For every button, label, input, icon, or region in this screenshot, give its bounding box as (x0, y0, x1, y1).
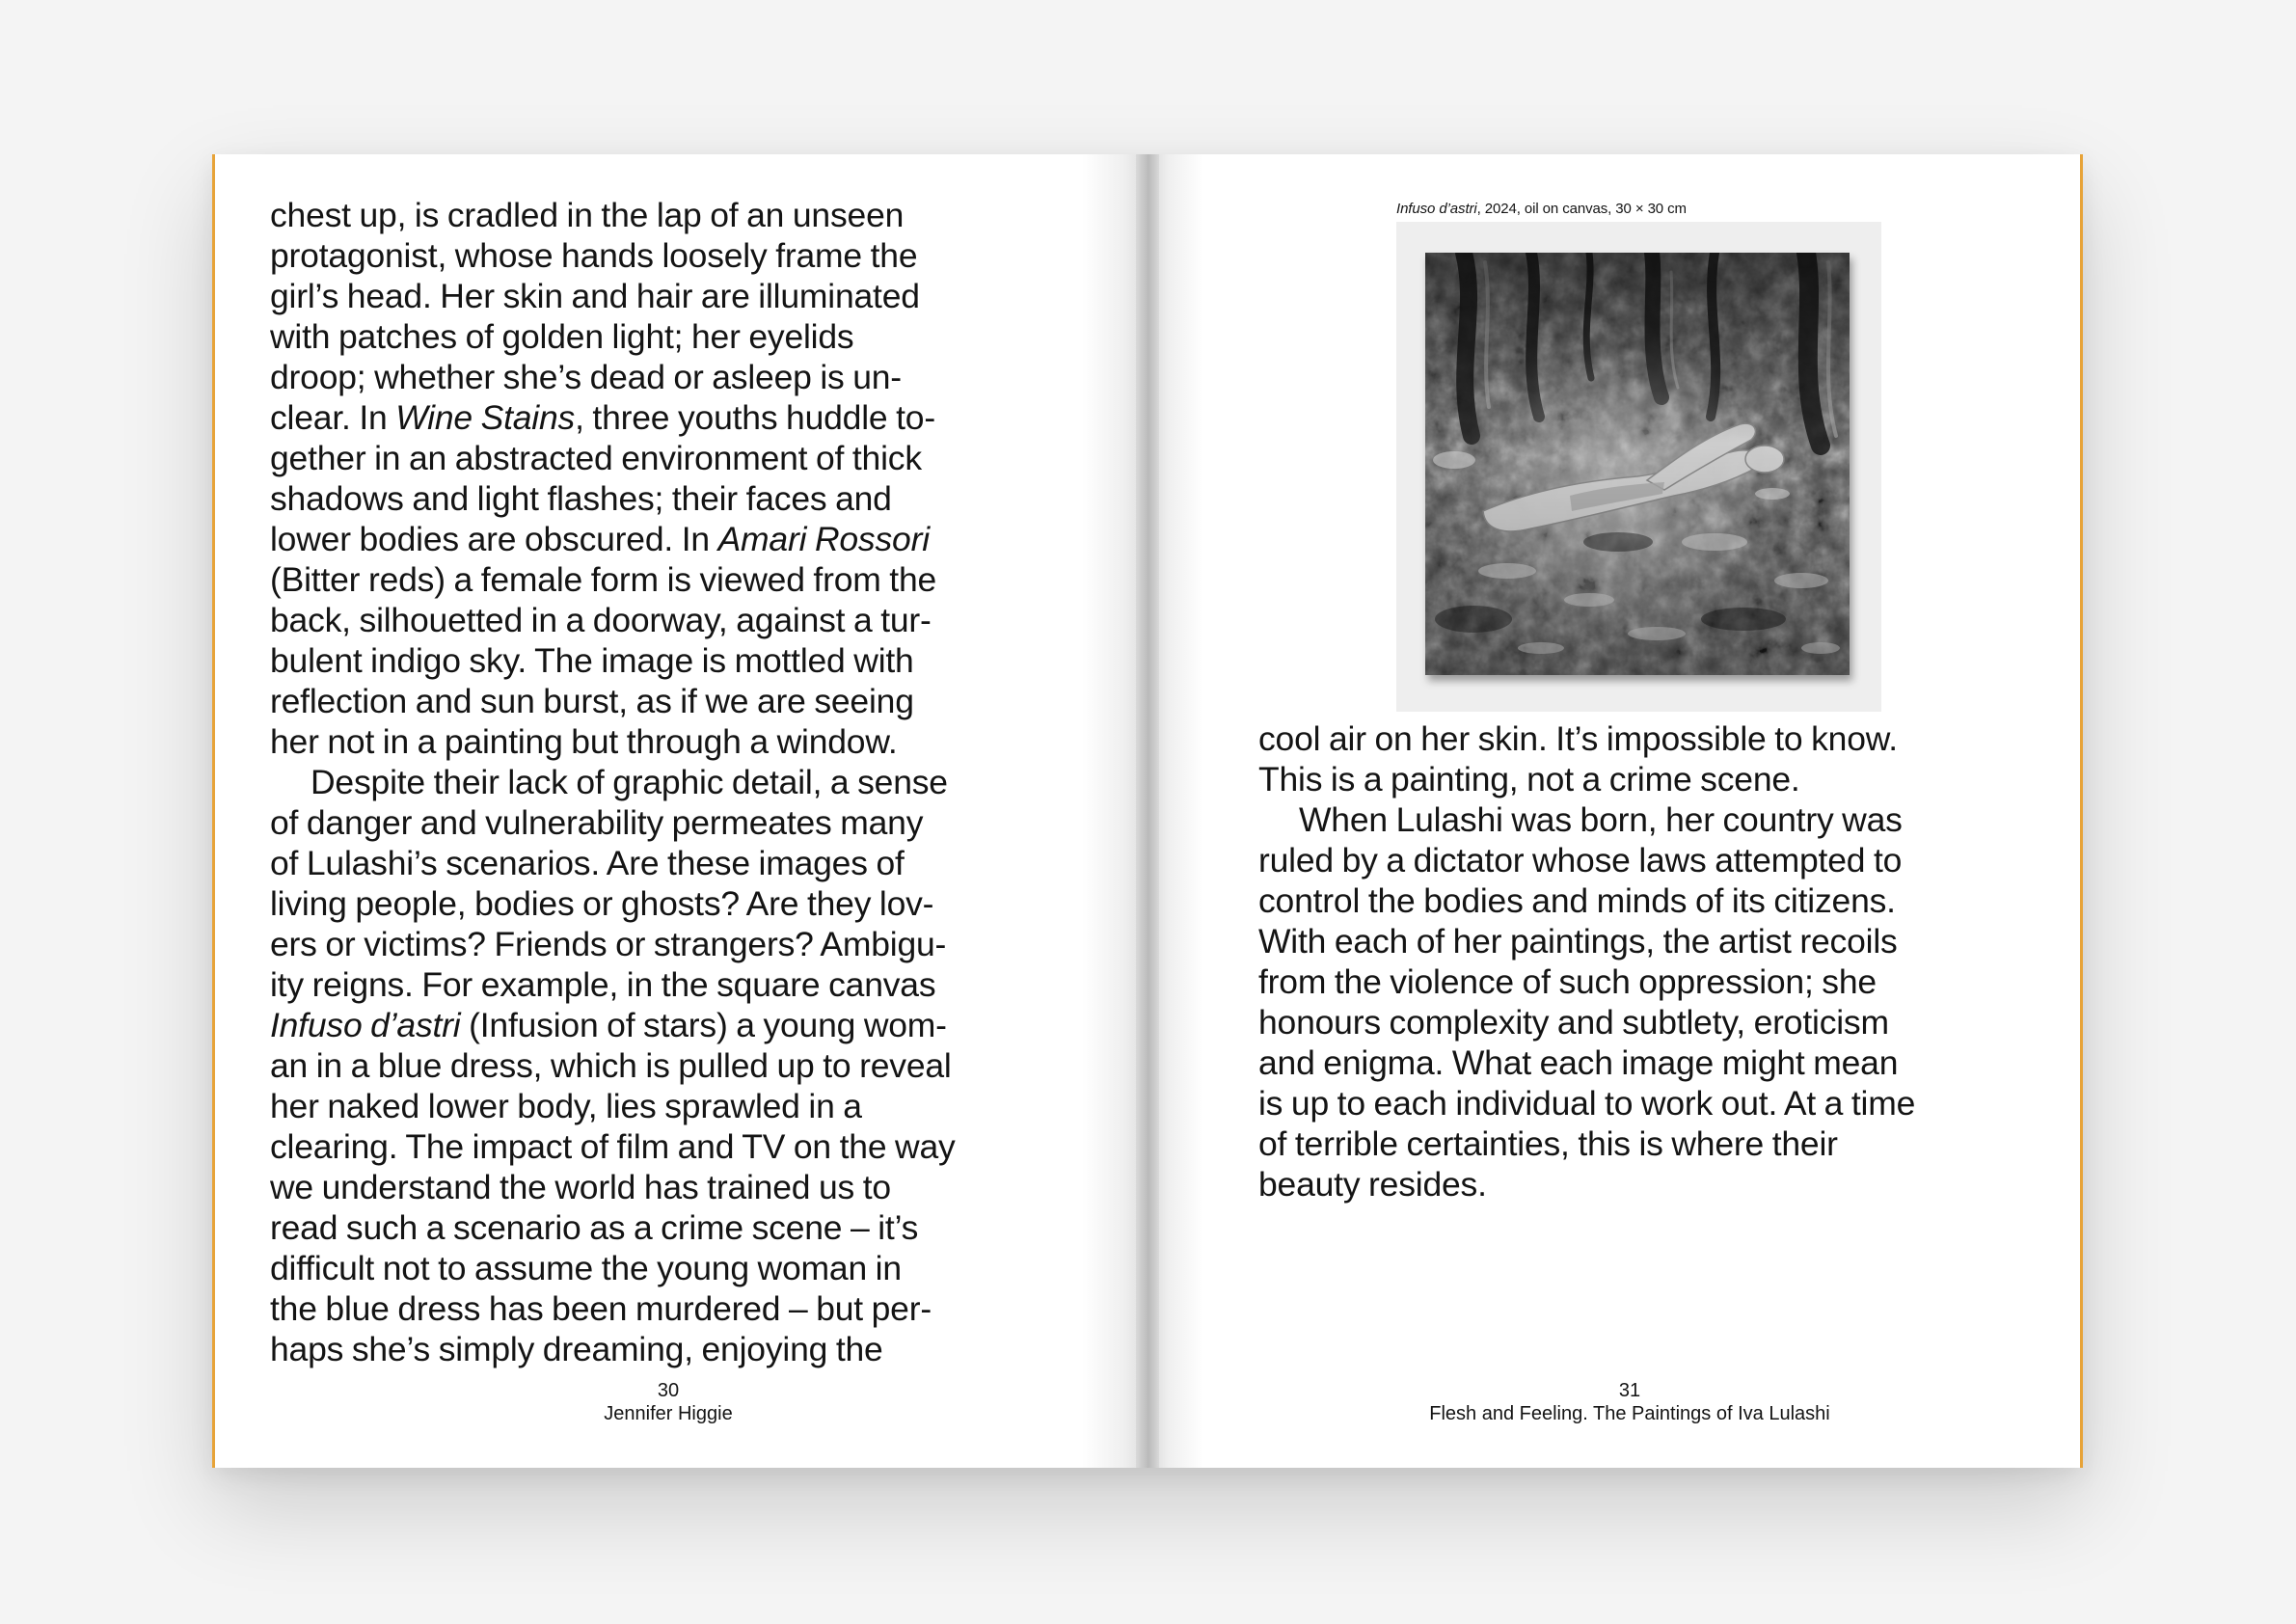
text-line (270, 235, 956, 276)
text-run: is up to each individual to work out. At a time (1258, 1084, 1916, 1123)
text-line (270, 1207, 956, 1248)
text-line (270, 438, 956, 478)
artwork-title-text: Infuso d’astri (270, 1006, 461, 1044)
artwork-caption-title: Infuso d’astri (1396, 201, 1477, 217)
text-line (270, 1005, 956, 1045)
text-run: her not in a painting but through a window. (270, 722, 898, 761)
artwork-plate (1396, 222, 1881, 712)
text-line (270, 316, 956, 357)
text-line (270, 1126, 956, 1167)
artwork-title-text: Amari Rossori (717, 520, 930, 558)
text-run: ity reigns. For example, in the square canvas (270, 965, 936, 1004)
left-page-body-text (270, 195, 956, 1369)
right-running-footer: Flesh and Feeling. The Paintings of Iva Lulashi (1429, 1403, 1830, 1424)
text-line (270, 1045, 956, 1086)
text-line (270, 640, 956, 681)
text-run: This is a painting, not a crime scene. (1258, 760, 1800, 798)
text-line (270, 1329, 956, 1369)
text-line (1258, 1083, 1915, 1123)
text-line (1258, 880, 1915, 921)
text-line (270, 883, 956, 924)
text-run: an in a blue dress, which is pulled up to reveal (270, 1046, 952, 1085)
text-run: back, silhouetted in a doorway, against a tur- (270, 601, 932, 639)
text-run: When Lulashi was born, her country was (1299, 800, 1903, 839)
text-line (270, 195, 956, 235)
text-run: chest up, is cradled in the lap of an unseen (270, 196, 905, 234)
text-run: of Lulashi’s scenarios. Are these images of (270, 844, 905, 882)
text-run: of danger and vulnerability permeates many (270, 803, 924, 842)
text-run: shadows and light flashes; their faces and (270, 479, 892, 518)
text-run: we understand the world has trained us to (270, 1168, 891, 1206)
text-line (270, 276, 956, 316)
text-run: protagonist, whose hands loosely frame the (270, 236, 918, 275)
text-line (1258, 718, 1915, 759)
right-page-footer (1379, 1379, 1880, 1425)
text-run: droop; whether she’s dead or asleep is un- (270, 358, 902, 396)
artwork-painting-image (1425, 253, 1850, 675)
text-line (270, 924, 956, 964)
left-running-footer: Jennifer Higgie (604, 1403, 733, 1424)
text-run: lower bodies are obscured. In (270, 520, 718, 558)
text-run: cool air on her skin. It’s impossible to know. (1258, 719, 1898, 758)
text-line (270, 721, 956, 762)
text-run: of terrible certainties, this is where their (1258, 1124, 1838, 1163)
text-run: from the violence of such oppression; she (1258, 962, 1877, 1001)
text-run: With each of her paintings, the artist recoils (1258, 922, 1898, 961)
text-run: control the bodies and minds of its citizens. (1258, 881, 1896, 920)
text-run: reflection and sun burst, as if we are seeing (270, 682, 914, 720)
text-line (270, 559, 956, 600)
text-line (270, 802, 956, 843)
right-page (1148, 154, 2083, 1468)
text-line (270, 1086, 956, 1126)
text-line (270, 478, 956, 519)
text-run: Despite their lack of graphic detail, a sense (311, 763, 948, 801)
text-line (1258, 759, 1915, 799)
text-run: honours complexity and subtlety, eroticism (1258, 1003, 1889, 1042)
text-line (1258, 840, 1915, 880)
text-line (270, 397, 956, 438)
text-run: , three youths huddle to- (575, 398, 935, 437)
text-line (1258, 1164, 1915, 1204)
text-run: clear. In (270, 398, 396, 437)
text-run: her naked lower body, lies sprawled in a (270, 1087, 862, 1125)
artwork-caption (1396, 201, 1687, 218)
text-run: read such a scenario as a crime scene – it’s (270, 1208, 919, 1247)
text-line (1258, 1123, 1915, 1164)
text-line (270, 519, 956, 559)
text-line (270, 964, 956, 1005)
text-line (270, 1167, 956, 1207)
text-run: difficult not to assume the young woman in (270, 1249, 902, 1287)
book-spread (212, 154, 2083, 1468)
text-run: the blue dress has been murdered – but per- (270, 1289, 932, 1328)
text-line (270, 762, 956, 802)
text-line (1258, 799, 1915, 840)
text-run: with patches of golden light; her eyelids (270, 317, 854, 356)
text-line (270, 1248, 956, 1288)
text-run: and enigma. What each image might mean (1258, 1043, 1899, 1082)
text-line (270, 357, 956, 397)
right-page-body-text (1258, 718, 1915, 1204)
text-run: living people, bodies or ghosts? Are they lov- (270, 884, 934, 923)
text-run: clearing. The impact of film and TV on the way (270, 1127, 956, 1166)
text-line (1258, 1042, 1915, 1083)
text-line (270, 1288, 956, 1329)
spine-gutter (1136, 154, 1159, 1468)
text-line (270, 681, 956, 721)
left-page-footer (466, 1379, 871, 1425)
text-line (1258, 1002, 1915, 1042)
text-run: bulent indigo sky. The image is mottled with (270, 641, 914, 680)
text-line (1258, 961, 1915, 1002)
left-page-number: 30 (657, 1380, 680, 1401)
text-line (270, 843, 956, 883)
text-run: haps she’s simply dreaming, enjoying the (270, 1330, 883, 1368)
text-run: girl’s head. Her skin and hair are illuminated (270, 277, 920, 315)
text-line (270, 600, 956, 640)
text-run: gether in an abstracted environment of thick (270, 439, 922, 477)
text-run: ers or victims? Friends or strangers? Ambigu- (270, 925, 947, 963)
left-page (212, 154, 1148, 1468)
right-page-number: 31 (1618, 1380, 1641, 1401)
artwork-title-text: Wine Stains (395, 398, 576, 437)
text-run: (Infusion of stars) a young wom- (460, 1006, 947, 1044)
artwork-caption-details: , 2024, oil on canvas, 30 × 30 cm (1476, 201, 1687, 217)
text-line (1258, 921, 1915, 961)
text-run: (Bitter reds) a female form is viewed from the (270, 560, 937, 599)
text-run: ruled by a dictator whose laws attempted to (1258, 841, 1903, 880)
text-run: beauty resides. (1258, 1165, 1487, 1204)
